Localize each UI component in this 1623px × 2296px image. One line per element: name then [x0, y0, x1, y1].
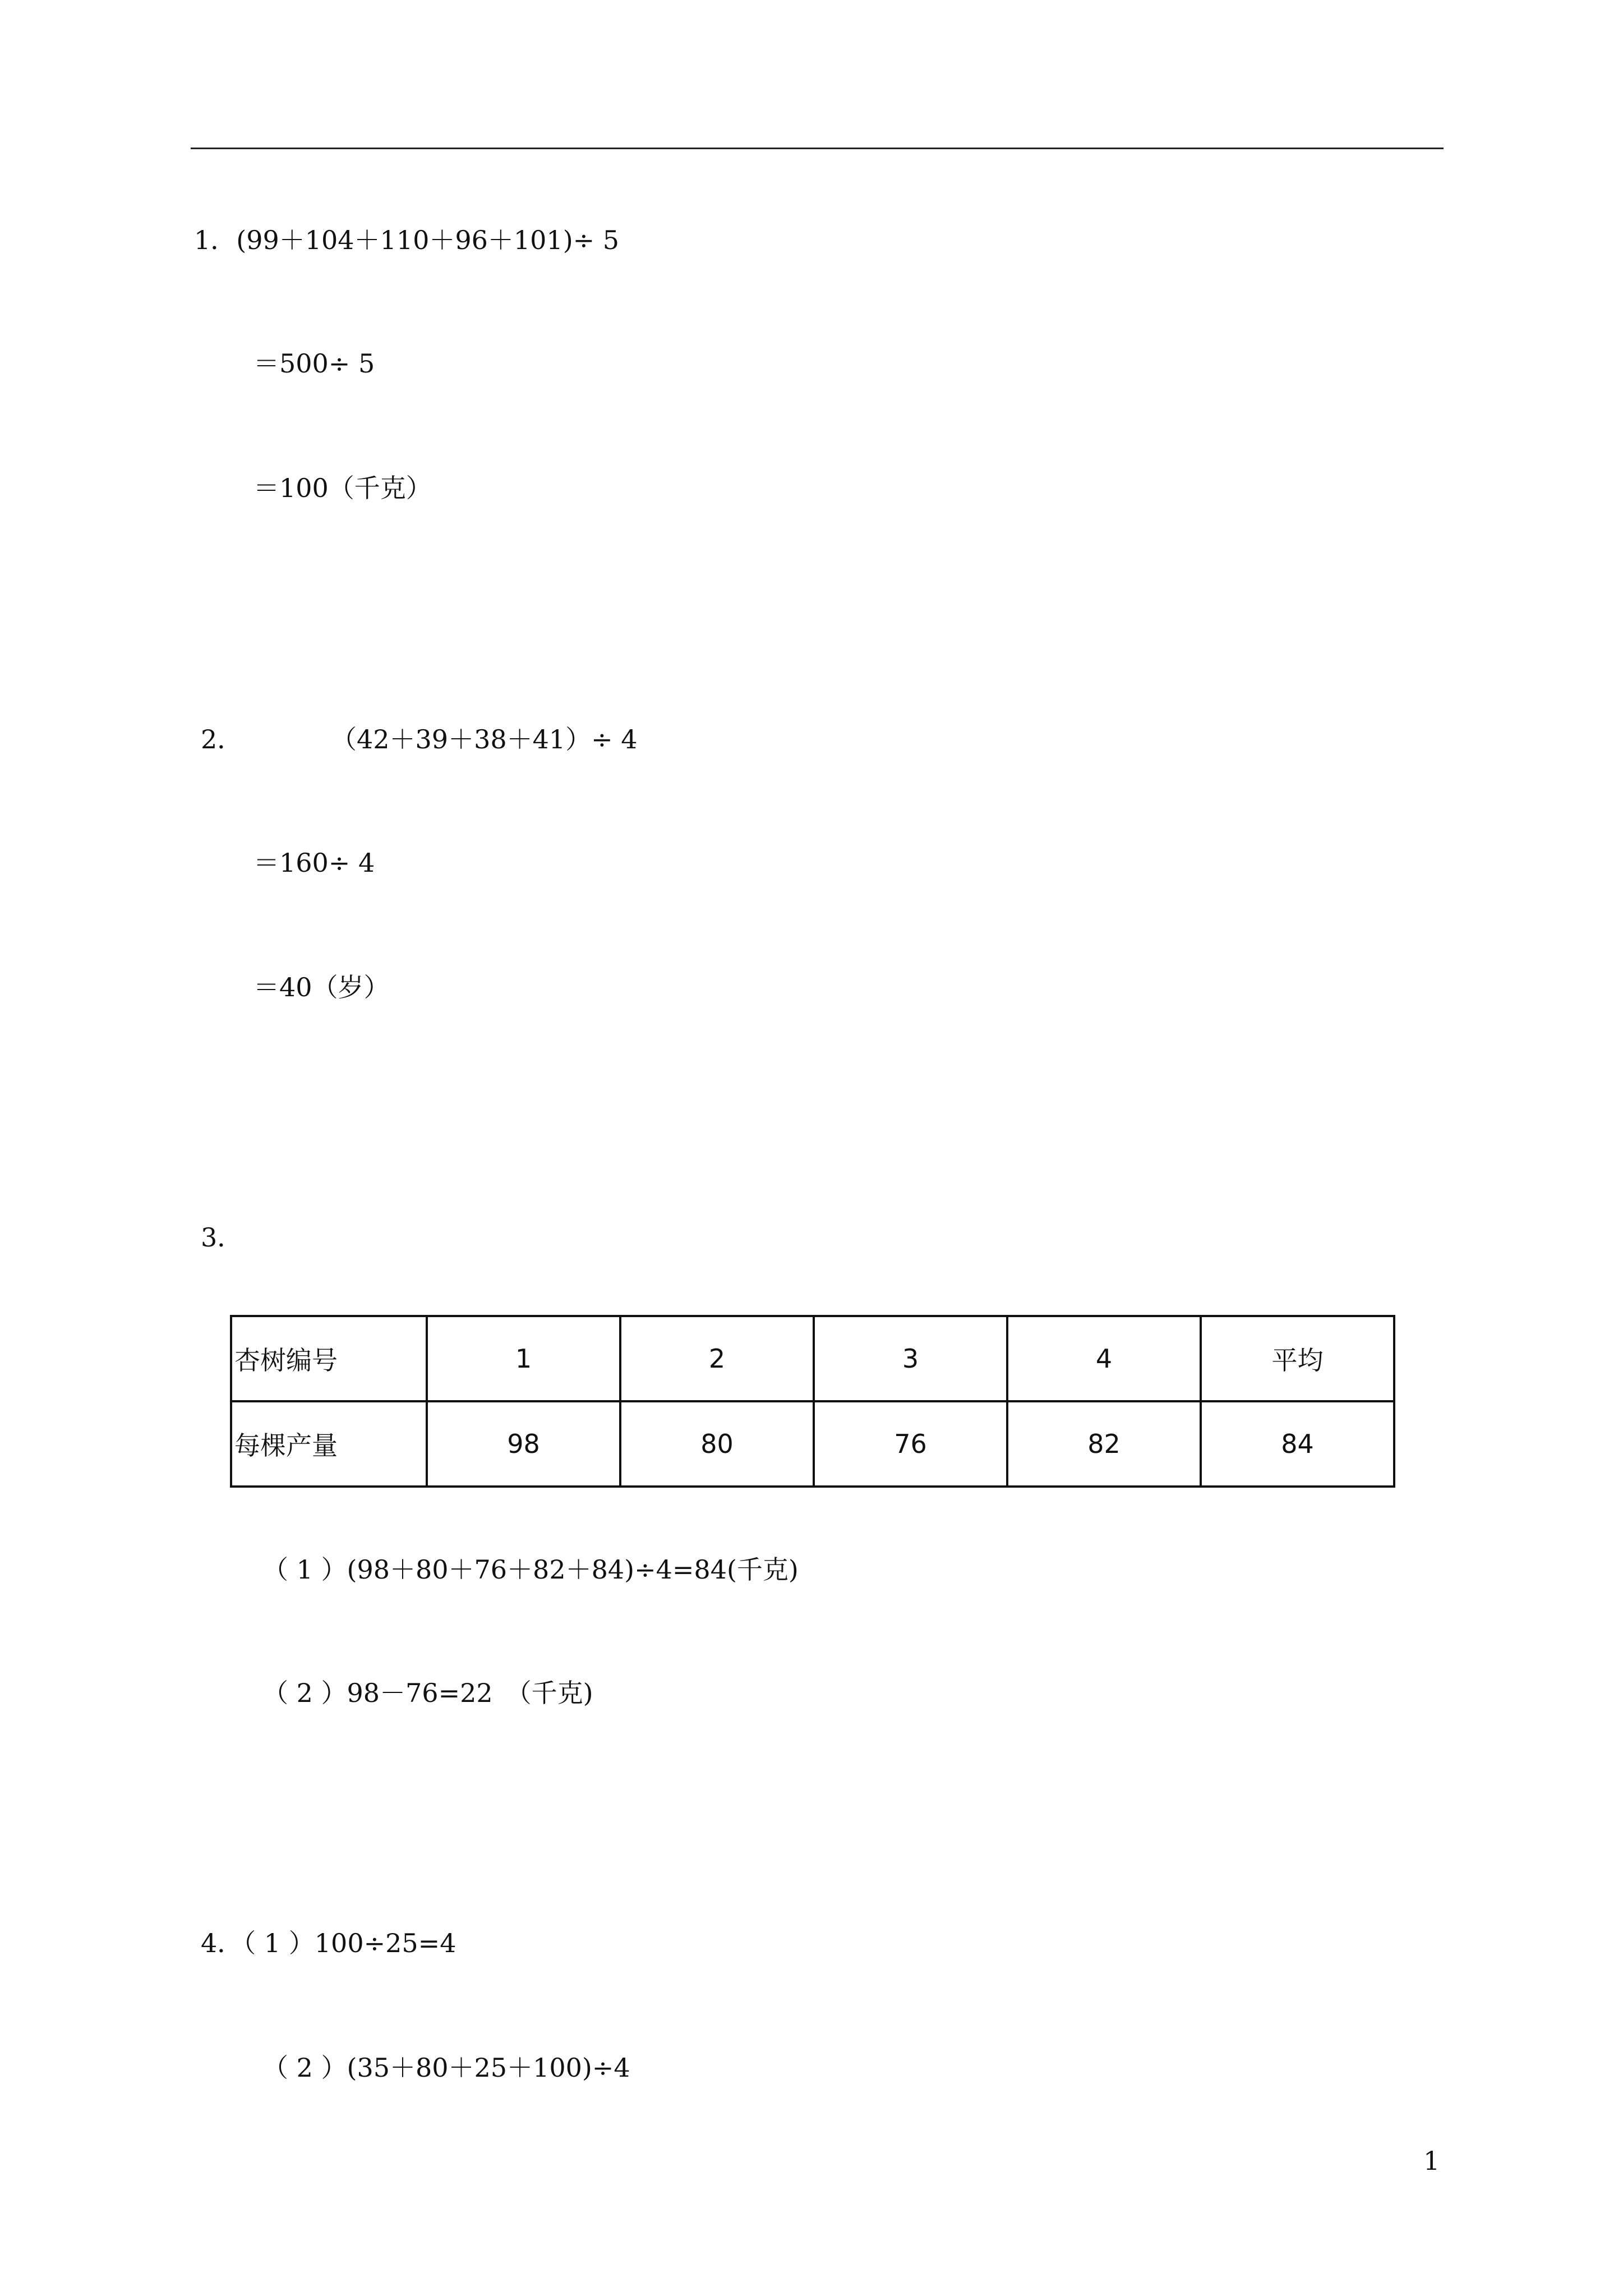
header-rule: [191, 148, 1444, 149]
q1-step-2: ＝100（千克）: [253, 473, 432, 503]
q4-part-1: （ 1 ）100÷25=4: [243, 1928, 457, 1958]
q2-expression: （42＋39＋38＋41）÷ 4: [331, 724, 638, 754]
table-cell: 3: [814, 1316, 1007, 1401]
q3-label: 3．: [201, 1222, 243, 1253]
page-number: 1: [1423, 2146, 1440, 2176]
q1-expression: (99＋104＋110＋96＋101)÷ 5: [236, 225, 620, 255]
q4-part-2: （ 2 ）(35＋80＋25＋100)÷4: [262, 2053, 630, 2083]
table-cell: 98: [427, 1401, 620, 1487]
apricot-yield-table: [230, 1315, 1395, 1488]
q3-part-2: （ 2 ）98－76=22 （千克): [262, 1678, 593, 1708]
table-cell: 1: [427, 1316, 620, 1401]
q2-step-1: ＝160÷ 4: [253, 848, 375, 878]
q1-line: [194, 223, 619, 257]
table-cell: 4: [1007, 1316, 1201, 1401]
q2-step-2: ＝40（岁）: [253, 972, 390, 1002]
q4-label: 4．: [201, 1928, 243, 1958]
table-cell: 平均: [1201, 1316, 1394, 1401]
table-row: [231, 1401, 1394, 1487]
q2-label: 2．: [201, 724, 243, 754]
q3-part-1: （ 1 ）(98＋80＋76＋82＋84)÷4=84(千克): [262, 1554, 799, 1585]
table-cell: 杏树编号: [231, 1316, 427, 1401]
table-cell: 76: [814, 1401, 1007, 1487]
table-cell: 84: [1201, 1401, 1394, 1487]
table-cell: 每棵产量: [231, 1401, 427, 1487]
table-cell: 2: [620, 1316, 814, 1401]
q1-label: 1．: [194, 225, 237, 255]
q1-step-1: ＝500÷ 5: [253, 348, 375, 379]
table-header-row: [231, 1316, 1394, 1401]
q4-line: [201, 1926, 456, 1960]
table-cell: 82: [1007, 1401, 1201, 1487]
table-cell: 80: [620, 1401, 814, 1487]
